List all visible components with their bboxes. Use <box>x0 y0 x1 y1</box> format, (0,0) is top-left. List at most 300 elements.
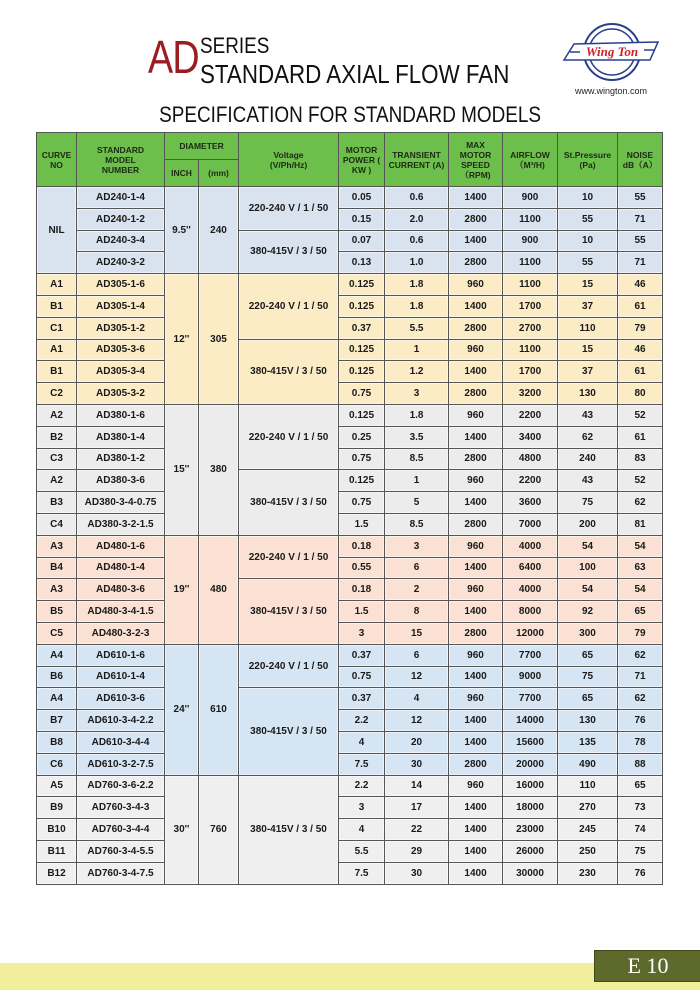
table-row <box>37 317 663 339</box>
noise-cell: 78 <box>618 731 663 753</box>
speed-cell: 2800 <box>449 513 503 535</box>
speed-cell: 2800 <box>449 753 503 775</box>
power-cell: 0.15 <box>339 208 385 230</box>
airflow-cell: 12000 <box>503 622 558 644</box>
curve-no-cell: A1 <box>37 339 77 361</box>
speed-cell: 1400 <box>449 797 503 819</box>
current-cell: 8 <box>385 601 449 623</box>
header-inch: INCH <box>165 160 199 187</box>
speed-cell: 1400 <box>449 295 503 317</box>
airflow-cell: 3600 <box>503 492 558 514</box>
table-row <box>37 208 663 230</box>
model-cell: AD610-1-6 <box>77 644 165 666</box>
voltage-cell: 220-240 V / 1 / 50 <box>239 535 339 579</box>
series-word: SERIES <box>200 33 270 58</box>
speed-cell: 1400 <box>449 187 503 209</box>
speed-cell: 1400 <box>449 492 503 514</box>
noise-cell: 54 <box>618 579 663 601</box>
diameter-inch-cell: 9.5'' <box>165 187 199 274</box>
table-row <box>37 666 663 688</box>
noise-cell: 80 <box>618 383 663 405</box>
model-cell: AD380-3-4-0.75 <box>77 492 165 514</box>
current-cell: 29 <box>385 840 449 862</box>
noise-cell: 76 <box>618 710 663 732</box>
power-cell: 0.37 <box>339 688 385 710</box>
airflow-cell: 30000 <box>503 862 558 884</box>
current-cell: 1.8 <box>385 295 449 317</box>
model-cell: AD305-3-2 <box>77 383 165 405</box>
curve-no-cell: B12 <box>37 862 77 884</box>
current-cell: 1.8 <box>385 274 449 296</box>
airflow-cell: 15600 <box>503 731 558 753</box>
model-cell: AD610-3-6 <box>77 688 165 710</box>
diameter-inch-cell: 19'' <box>165 535 199 644</box>
header-mm: (mm) <box>199 160 239 187</box>
speed-cell: 960 <box>449 775 503 797</box>
airflow-cell: 7700 <box>503 644 558 666</box>
speed-cell: 1400 <box>449 862 503 884</box>
airflow-cell: 7700 <box>503 688 558 710</box>
speed-cell: 2800 <box>449 448 503 470</box>
noise-cell: 52 <box>618 404 663 426</box>
current-cell: 3 <box>385 383 449 405</box>
current-cell: 5 <box>385 492 449 514</box>
table-row <box>37 644 663 666</box>
airflow-cell: 2700 <box>503 317 558 339</box>
model-cell: AD305-3-4 <box>77 361 165 383</box>
power-cell: 0.125 <box>339 404 385 426</box>
noise-cell: 81 <box>618 513 663 535</box>
pressure-cell: 65 <box>558 644 618 666</box>
series-code: AD <box>148 31 199 83</box>
header-diameter: DIAMETER <box>165 133 239 160</box>
power-cell: 2.2 <box>339 710 385 732</box>
speed-cell: 1400 <box>449 557 503 579</box>
model-cell: AD760-3-4-3 <box>77 797 165 819</box>
power-cell: 0.125 <box>339 339 385 361</box>
power-cell: 0.125 <box>339 470 385 492</box>
noise-cell: 46 <box>618 274 663 296</box>
noise-cell: 61 <box>618 295 663 317</box>
curve-no-cell: B9 <box>37 797 77 819</box>
speed-cell: 2800 <box>449 208 503 230</box>
airflow-cell: 3200 <box>503 383 558 405</box>
airflow-cell: 6400 <box>503 557 558 579</box>
curve-no-cell: A3 <box>37 579 77 601</box>
pressure-cell: 15 <box>558 339 618 361</box>
page-number-badge: E 10 <box>594 950 700 982</box>
spec-table-body <box>37 187 663 885</box>
noise-cell: 88 <box>618 753 663 775</box>
pressure-cell: 130 <box>558 383 618 405</box>
speed-cell: 2800 <box>449 622 503 644</box>
current-cell: 22 <box>385 819 449 841</box>
speed-cell: 1400 <box>449 819 503 841</box>
speed-cell: 2800 <box>449 383 503 405</box>
power-cell: 0.37 <box>339 317 385 339</box>
model-cell: AD480-3-2-3 <box>77 622 165 644</box>
power-cell: 0.125 <box>339 295 385 317</box>
table-row <box>37 862 663 884</box>
noise-cell: 71 <box>618 208 663 230</box>
current-cell: 15 <box>385 622 449 644</box>
model-cell: AD480-1-6 <box>77 535 165 557</box>
airflow-cell: 1100 <box>503 252 558 274</box>
spec-table <box>36 132 663 885</box>
pressure-cell: 240 <box>558 448 618 470</box>
power-cell: 0.125 <box>339 274 385 296</box>
pressure-cell: 65 <box>558 688 618 710</box>
table-row <box>37 557 663 579</box>
table-row <box>37 731 663 753</box>
diameter-mm-cell: 240 <box>199 187 239 274</box>
noise-cell: 74 <box>618 819 663 841</box>
noise-cell: 73 <box>618 797 663 819</box>
airflow-cell: 1100 <box>503 208 558 230</box>
power-cell: 0.75 <box>339 383 385 405</box>
diameter-mm-cell: 305 <box>199 274 239 405</box>
pressure-cell: 54 <box>558 579 618 601</box>
curve-no-cell: B7 <box>37 710 77 732</box>
current-cell: 8.5 <box>385 513 449 535</box>
table-row <box>37 753 663 775</box>
voltage-cell: 220-240 V / 1 / 50 <box>239 274 339 339</box>
noise-cell: 63 <box>618 557 663 579</box>
curve-no-cell: A2 <box>37 404 77 426</box>
header-pressure: St.Pressure (Pa) <box>558 133 618 187</box>
header-noise: NOISE dB（A） <box>618 133 663 187</box>
table-row <box>37 470 663 492</box>
current-cell: 2.0 <box>385 208 449 230</box>
noise-cell: 65 <box>618 601 663 623</box>
table-row <box>37 187 663 209</box>
pressure-cell: 92 <box>558 601 618 623</box>
current-cell: 3 <box>385 535 449 557</box>
current-cell: 1 <box>385 339 449 361</box>
table-row <box>37 579 663 601</box>
airflow-cell: 1100 <box>503 274 558 296</box>
header-speed: MAX MOTOR SPEED （RPM) <box>449 133 503 187</box>
wington-logo-icon <box>550 22 670 82</box>
curve-no-cell: B4 <box>37 557 77 579</box>
noise-cell: 71 <box>618 666 663 688</box>
noise-cell: 55 <box>618 230 663 252</box>
model-cell: AD380-1-2 <box>77 448 165 470</box>
table-row <box>37 252 663 274</box>
table-row <box>37 492 663 514</box>
noise-cell: 61 <box>618 426 663 448</box>
diameter-mm-cell: 480 <box>199 535 239 644</box>
current-cell: 8.5 <box>385 448 449 470</box>
power-cell: 0.05 <box>339 187 385 209</box>
noise-cell: 52 <box>618 470 663 492</box>
diameter-inch-cell: 30'' <box>165 775 199 884</box>
table-row <box>37 404 663 426</box>
power-cell: 0.75 <box>339 666 385 688</box>
model-cell: AD760-3-4-5.5 <box>77 840 165 862</box>
table-row <box>37 383 663 405</box>
model-cell: AD610-3-2-7.5 <box>77 753 165 775</box>
table-row <box>37 426 663 448</box>
table-row <box>37 448 663 470</box>
pressure-cell: 55 <box>558 208 618 230</box>
website-label: www.wington.com <box>574 86 648 96</box>
noise-cell: 62 <box>618 644 663 666</box>
noise-cell: 65 <box>618 775 663 797</box>
power-cell: 0.18 <box>339 579 385 601</box>
pressure-cell: 110 <box>558 775 618 797</box>
speed-cell: 960 <box>449 404 503 426</box>
speed-cell: 960 <box>449 579 503 601</box>
subtitle-text: SPECIFICATION FOR STANDARD MODELS <box>159 102 541 127</box>
pressure-cell: 43 <box>558 404 618 426</box>
table-row <box>37 775 663 797</box>
noise-cell: 62 <box>618 492 663 514</box>
table-row <box>37 361 663 383</box>
voltage-cell: 220-240 V / 1 / 50 <box>239 644 339 688</box>
power-cell: 0.07 <box>339 230 385 252</box>
voltage-cell: 380-415V / 3 / 50 <box>239 688 339 775</box>
current-cell: 20 <box>385 731 449 753</box>
diameter-mm-cell: 380 <box>199 404 239 535</box>
airflow-cell: 18000 <box>503 797 558 819</box>
power-cell: 7.5 <box>339 753 385 775</box>
pressure-cell: 62 <box>558 426 618 448</box>
pressure-cell: 230 <box>558 862 618 884</box>
pressure-cell: 75 <box>558 666 618 688</box>
noise-cell: 54 <box>618 535 663 557</box>
curve-no-cell: C6 <box>37 753 77 775</box>
pressure-cell: 10 <box>558 187 618 209</box>
voltage-cell: 380-415V / 3 / 50 <box>239 775 339 884</box>
voltage-cell: 380-415V / 3 / 50 <box>239 470 339 535</box>
current-cell: 17 <box>385 797 449 819</box>
power-cell: 0.37 <box>339 644 385 666</box>
current-cell: 2 <box>385 579 449 601</box>
curve-no-cell: A4 <box>37 688 77 710</box>
power-cell: 0.25 <box>339 426 385 448</box>
table-row <box>37 819 663 841</box>
airflow-cell: 900 <box>503 187 558 209</box>
model-cell: AD240-1-2 <box>77 208 165 230</box>
power-cell: 5.5 <box>339 840 385 862</box>
model-cell: AD240-3-2 <box>77 252 165 274</box>
pressure-cell: 10 <box>558 230 618 252</box>
speed-cell: 1400 <box>449 731 503 753</box>
current-cell: 1.2 <box>385 361 449 383</box>
pressure-cell: 110 <box>558 317 618 339</box>
speed-cell: 1400 <box>449 666 503 688</box>
voltage-cell: 220-240 V / 1 / 50 <box>239 404 339 469</box>
model-cell: AD240-3-4 <box>77 230 165 252</box>
power-cell: 2.2 <box>339 775 385 797</box>
airflow-cell: 4800 <box>503 448 558 470</box>
header-model: STANDARD MODEL NUMBER <box>77 133 165 187</box>
noise-cell: 79 <box>618 622 663 644</box>
header-voltage: Voltage (V/Ph/Hz) <box>239 133 339 187</box>
model-cell: AD610-3-4-2.2 <box>77 710 165 732</box>
noise-cell: 46 <box>618 339 663 361</box>
airflow-cell: 8000 <box>503 601 558 623</box>
noise-cell: 75 <box>618 840 663 862</box>
noise-cell: 62 <box>618 688 663 710</box>
speed-cell: 2800 <box>449 317 503 339</box>
curve-no-cell: A3 <box>37 535 77 557</box>
voltage-cell: 220-240 V / 1 / 50 <box>239 187 339 231</box>
model-cell: AD305-1-6 <box>77 274 165 296</box>
speed-cell: 1400 <box>449 710 503 732</box>
table-row <box>37 295 663 317</box>
model-cell: AD380-3-2-1.5 <box>77 513 165 535</box>
airflow-cell: 14000 <box>503 710 558 732</box>
pressure-cell: 15 <box>558 274 618 296</box>
airflow-cell: 3400 <box>503 426 558 448</box>
curve-no-cell: A1 <box>37 274 77 296</box>
speed-cell: 960 <box>449 688 503 710</box>
model-cell: AD380-1-4 <box>77 426 165 448</box>
model-cell: AD610-3-4-4 <box>77 731 165 753</box>
curve-no-cell: B10 <box>37 819 77 841</box>
airflow-cell: 900 <box>503 230 558 252</box>
power-cell: 0.18 <box>339 535 385 557</box>
table-row <box>37 274 663 296</box>
curve-no-cell: NIL <box>37 187 77 274</box>
curve-no-cell: B6 <box>37 666 77 688</box>
curve-no-cell: B2 <box>37 426 77 448</box>
speed-cell: 2800 <box>449 252 503 274</box>
model-cell: AD760-3-4-7.5 <box>77 862 165 884</box>
diameter-inch-cell: 15'' <box>165 404 199 535</box>
table-row <box>37 622 663 644</box>
table-row <box>37 797 663 819</box>
airflow-cell: 2200 <box>503 470 558 492</box>
curve-no-cell: B1 <box>37 295 77 317</box>
product-title: STANDARD AXIAL FLOW FAN <box>200 59 510 89</box>
power-cell: 0.75 <box>339 448 385 470</box>
noise-cell: 55 <box>618 187 663 209</box>
noise-cell: 76 <box>618 862 663 884</box>
current-cell: 3.5 <box>385 426 449 448</box>
table-row <box>37 230 663 252</box>
header-power: MOTOR POWER ( KW ) <box>339 133 385 187</box>
model-cell: AD305-1-2 <box>77 317 165 339</box>
curve-no-cell: B8 <box>37 731 77 753</box>
model-cell: AD480-3-6 <box>77 579 165 601</box>
current-cell: 1.0 <box>385 252 449 274</box>
curve-no-cell: C4 <box>37 513 77 535</box>
current-cell: 30 <box>385 753 449 775</box>
airflow-cell: 7000 <box>503 513 558 535</box>
current-cell: 1 <box>385 470 449 492</box>
current-cell: 14 <box>385 775 449 797</box>
curve-no-cell: C3 <box>37 448 77 470</box>
current-cell: 12 <box>385 710 449 732</box>
speed-cell: 960 <box>449 274 503 296</box>
table-row <box>37 601 663 623</box>
current-cell: 6 <box>385 644 449 666</box>
speed-cell: 960 <box>449 470 503 492</box>
power-cell: 0.13 <box>339 252 385 274</box>
model-cell: AD760-3-4-4 <box>77 819 165 841</box>
table-row <box>37 688 663 710</box>
diameter-inch-cell: 24'' <box>165 644 199 775</box>
curve-no-cell: B5 <box>37 601 77 623</box>
curve-no-cell: C2 <box>37 383 77 405</box>
voltage-cell: 380-415V / 3 / 50 <box>239 339 339 404</box>
power-cell: 4 <box>339 819 385 841</box>
pressure-cell: 37 <box>558 295 618 317</box>
airflow-cell: 4000 <box>503 535 558 557</box>
curve-no-cell: A4 <box>37 644 77 666</box>
model-cell: AD610-1-4 <box>77 666 165 688</box>
speed-cell: 1400 <box>449 230 503 252</box>
model-cell: AD480-1-4 <box>77 557 165 579</box>
pressure-cell: 250 <box>558 840 618 862</box>
voltage-cell: 380-415V / 3 / 50 <box>239 579 339 644</box>
pressure-cell: 270 <box>558 797 618 819</box>
pressure-cell: 37 <box>558 361 618 383</box>
speed-cell: 960 <box>449 644 503 666</box>
airflow-cell: 26000 <box>503 840 558 862</box>
speed-cell: 960 <box>449 535 503 557</box>
table-row <box>37 513 663 535</box>
curve-no-cell: A2 <box>37 470 77 492</box>
speed-cell: 1400 <box>449 601 503 623</box>
current-cell: 30 <box>385 862 449 884</box>
power-cell: 0.75 <box>339 492 385 514</box>
table-row <box>37 535 663 557</box>
airflow-cell: 2200 <box>503 404 558 426</box>
header-curve-no: CURVE NO <box>37 133 77 187</box>
pressure-cell: 54 <box>558 535 618 557</box>
power-cell: 1.5 <box>339 513 385 535</box>
airflow-cell: 1700 <box>503 361 558 383</box>
brand-logo <box>550 22 670 82</box>
pressure-cell: 200 <box>558 513 618 535</box>
curve-no-cell: B3 <box>37 492 77 514</box>
pressure-cell: 135 <box>558 731 618 753</box>
diameter-mm-cell: 760 <box>199 775 239 884</box>
noise-cell: 61 <box>618 361 663 383</box>
table-row <box>37 710 663 732</box>
model-cell: AD760-3-6-2.2 <box>77 775 165 797</box>
pressure-cell: 43 <box>558 470 618 492</box>
pressure-cell: 490 <box>558 753 618 775</box>
model-cell: AD305-3-6 <box>77 339 165 361</box>
table-row <box>37 840 663 862</box>
current-cell: 12 <box>385 666 449 688</box>
power-cell: 3 <box>339 622 385 644</box>
logo-text: Wing Ton <box>585 44 639 59</box>
speed-cell: 1400 <box>449 426 503 448</box>
noise-cell: 71 <box>618 252 663 274</box>
current-cell: 1.8 <box>385 404 449 426</box>
model-cell: AD305-1-4 <box>77 295 165 317</box>
voltage-cell: 380-415V / 3 / 50 <box>239 230 339 274</box>
power-cell: 4 <box>339 731 385 753</box>
diameter-mm-cell: 610 <box>199 644 239 775</box>
model-cell: AD380-3-6 <box>77 470 165 492</box>
pressure-cell: 130 <box>558 710 618 732</box>
diameter-inch-cell: 12'' <box>165 274 199 405</box>
airflow-cell: 23000 <box>503 819 558 841</box>
pressure-cell: 55 <box>558 252 618 274</box>
speed-cell: 1400 <box>449 361 503 383</box>
airflow-cell: 1100 <box>503 339 558 361</box>
model-cell: AD240-1-4 <box>77 187 165 209</box>
curve-no-cell: B11 <box>37 840 77 862</box>
page-subtitle <box>0 102 700 128</box>
